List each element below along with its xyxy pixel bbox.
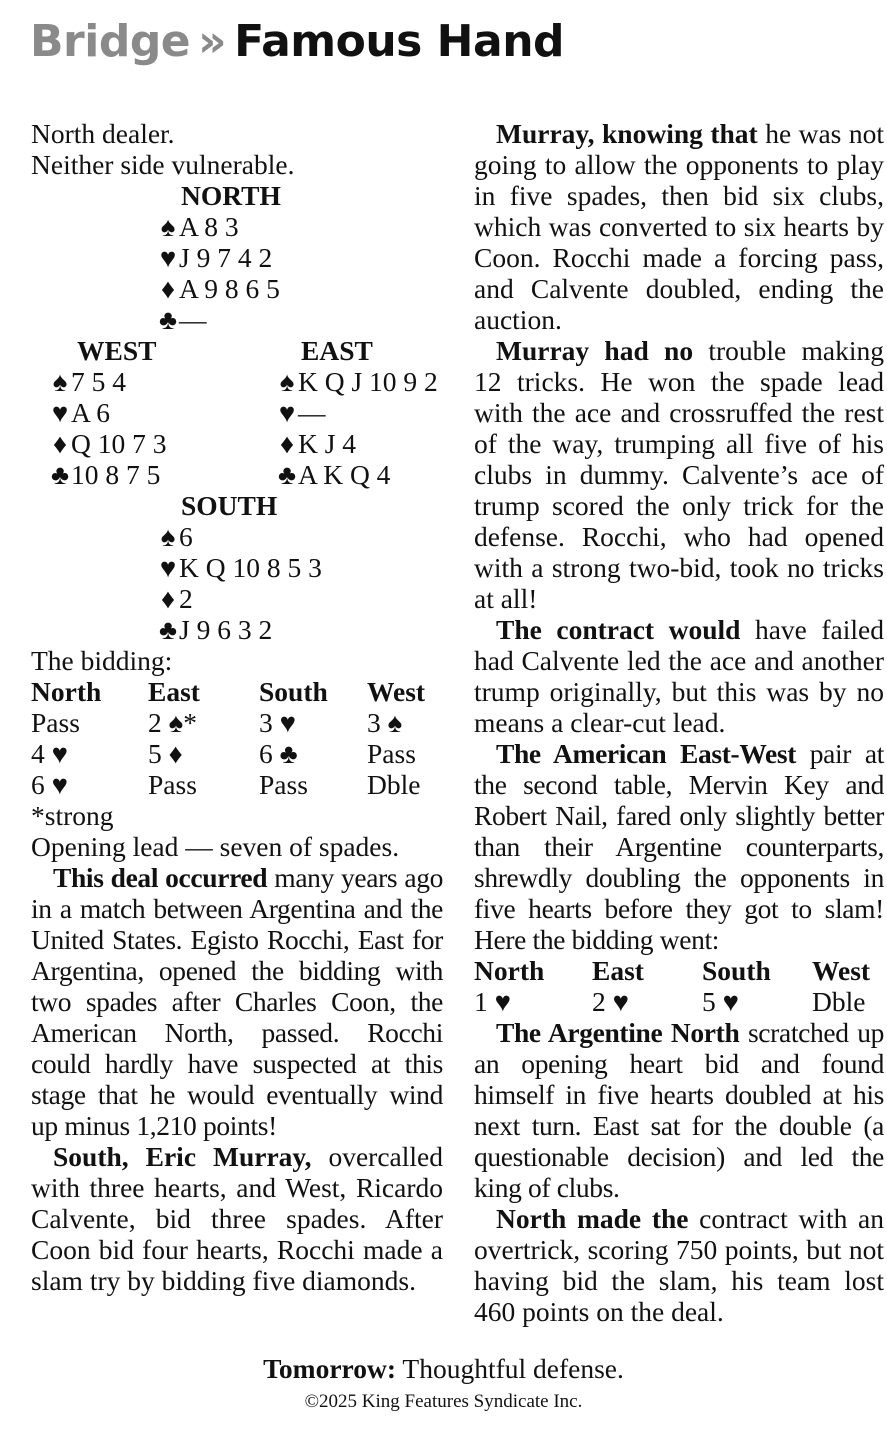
bid-cell: Dble: [812, 986, 866, 1017]
paragraph-lead: North made the: [496, 1203, 689, 1234]
north-spades: [31, 211, 443, 242]
club-icon: ♣: [50, 459, 70, 490]
north-clubs-cards: —: [179, 304, 207, 335]
west-east-spades: [31, 366, 443, 397]
east-label: EAST: [301, 335, 373, 366]
south-diamonds-cards: 2: [179, 583, 193, 614]
south-diamonds: [31, 583, 443, 614]
south-hearts: [31, 552, 443, 583]
bid-cell: 2 ♥: [592, 986, 629, 1017]
bidding-header-north: North: [31, 676, 102, 707]
paragraph-text: trouble making 12 tricks. He won the spade lead with the ace and crossruffed the rest of the way, trumping all five of his clubs in dummy. Calvente’s ace of trump scored the only trick for the defense. Rocchi, who had opened with a strong two-bid, took no tricks at all!: [474, 335, 884, 614]
diamond-icon: ♦: [160, 273, 176, 304]
north-label: NORTH: [181, 180, 281, 211]
spade-icon: ♠: [279, 366, 295, 397]
bid-cell: 5 ♦: [148, 738, 183, 769]
opening-lead: Opening lead — seven of spades.: [31, 831, 400, 862]
bid-cell: Dble: [367, 769, 421, 800]
diamond-icon: ♦: [52, 428, 68, 459]
north-diamonds-cards: A 9 8 6 5: [179, 273, 280, 304]
west-clubs-cards: 10 8 7 5: [71, 459, 161, 490]
bidding-header-row: [31, 676, 425, 707]
bidding-row: [31, 738, 425, 769]
north-diamonds: [31, 273, 443, 304]
bidding-footnote: *strong: [31, 800, 114, 831]
spade-icon: ♠: [160, 521, 176, 552]
south-clubs-cards: J 9 6 3 2: [179, 614, 273, 645]
footer: [0, 1352, 887, 1416]
right-column: [474, 118, 884, 1327]
paragraph-lead: South, Eric Murray,: [53, 1141, 312, 1172]
bidding-header-north: North: [474, 955, 545, 986]
bidding-header-south: South: [702, 955, 771, 986]
heart-icon: ♥: [159, 242, 177, 273]
north-clubs: [31, 304, 443, 335]
copyright: ©2025 King Features Syndicate Inc.: [304, 1391, 583, 1412]
east-hearts-cards: —: [298, 397, 326, 428]
club-icon: ♣: [158, 614, 178, 645]
bid-cell: Pass: [31, 707, 80, 738]
bid-cell: 3 ♥: [259, 707, 296, 738]
east-hearts: [276, 397, 326, 428]
bidding-table-second: [474, 955, 870, 1017]
east-clubs-cards: A K Q 4: [298, 459, 391, 490]
spade-icon: ♠: [52, 366, 68, 397]
north-spades-cards: A 8 3: [179, 211, 239, 242]
header-title: Famous Hand: [234, 16, 565, 67]
bidding-header-west: West: [367, 676, 426, 707]
bid-cell: 6 ♥: [31, 769, 68, 800]
bid-cell: 1 ♥: [474, 986, 511, 1017]
bidding-label: The bidding:: [31, 645, 173, 676]
story-paragraph: [474, 738, 884, 955]
bid-cell: 4 ♥: [31, 738, 68, 769]
bidding-header-east: East: [148, 676, 200, 707]
west-east-hearts: [31, 397, 443, 428]
story-paragraph: [474, 335, 884, 614]
paragraph-text: contract with an overtrick, scoring 750 points, but not having bid the slam, his team lost 460 points on the deal.: [474, 1203, 884, 1327]
west-diamonds: [49, 428, 167, 459]
bidding-header-east: East: [592, 955, 644, 986]
west-clubs: [49, 459, 160, 490]
east-spades: [276, 366, 438, 397]
north-hearts: [31, 242, 443, 273]
east-spades-cards: K Q J 10 9 2: [298, 366, 438, 397]
west-spades-cards: 7 5 4: [71, 366, 126, 397]
bidding-row: [31, 707, 425, 738]
west-hearts-cards: A 6: [71, 397, 110, 428]
bidding-header-west: West: [812, 955, 871, 986]
south-clubs: [31, 614, 443, 645]
west-diamonds-cards: Q 10 7 3: [71, 428, 167, 459]
west-spades: [49, 366, 126, 397]
bid-cell: Pass: [259, 769, 308, 800]
bidding-row: [31, 769, 425, 800]
west-east-diamonds: [31, 428, 443, 459]
west-east-clubs: [31, 459, 443, 490]
story-paragraph: [474, 1203, 884, 1327]
paragraph-lead: The Argentine North: [496, 1017, 740, 1048]
paragraph-lead: This deal occurred: [53, 862, 268, 893]
bid-cell: 2 ♠*: [148, 707, 197, 738]
story-paragraph: [31, 862, 443, 1141]
east-clubs: [276, 459, 390, 490]
bidding-table: [31, 676, 425, 800]
paragraph-lead: Murray, knowing that: [496, 118, 758, 149]
diamond-icon: ♦: [160, 583, 176, 614]
paragraph-text: he was not going to allow the opponents to play in five spades, then bid six clubs, which was converted to six hearts by Coon. Rocchi made a forcing pass, and Calvente doubled, ending the auction.: [474, 118, 884, 335]
south-hearts-cards: K Q 10 8 5 3: [179, 552, 322, 583]
club-icon: ♣: [277, 459, 297, 490]
vulnerability-line: Neither side vulnerable.: [31, 149, 295, 180]
paragraph-text: have failed had Calvente led the ace and another trump originally, but this was by no means a clear-cut lead.: [474, 614, 884, 738]
paragraph-text: scratched up an opening heart bid and found himself in five hearts doubled at his next turn. East sat for the double (a questionable decision) and led the king of clubs.: [474, 1017, 884, 1203]
bid-cell: 6 ♣: [259, 738, 298, 769]
paragraph-text: overcalled with three hearts, and West, Ricardo Calvente, bid three spades. After Coon bid four hearts, Rocchi made a slam try by bidding five diamonds.: [31, 1141, 443, 1296]
bid-cell: Pass: [367, 738, 416, 769]
bidding-row: [474, 986, 870, 1017]
heart-icon: ♥: [51, 397, 69, 428]
west-label: WEST: [77, 335, 157, 366]
heart-icon: ♥: [278, 397, 296, 428]
west-east-labels: [31, 335, 443, 366]
tomorrow-label: Tomorrow:: [263, 1353, 397, 1384]
south-spades: [31, 521, 443, 552]
column-header: [30, 16, 564, 76]
dealer-line: North dealer.: [31, 118, 175, 149]
bid-cell: 3 ♠: [367, 707, 403, 738]
heart-icon: ♥: [159, 552, 177, 583]
spade-icon: ♠: [160, 211, 176, 242]
bid-cell: 5 ♥: [702, 986, 739, 1017]
north-hearts-cards: J 9 7 4 2: [179, 242, 273, 273]
bidding-header-south: South: [259, 676, 328, 707]
left-column: [31, 118, 443, 1296]
club-icon: ♣: [158, 304, 178, 335]
story-paragraph: [31, 1141, 443, 1296]
east-diamonds-cards: K J 4: [298, 428, 357, 459]
paragraph-lead: The contract would: [496, 614, 741, 645]
bidding-header-row: [474, 955, 870, 986]
story-paragraph: [474, 118, 884, 335]
tomorrow-text: Thoughtful defense.: [396, 1353, 624, 1384]
paragraph-text: many years ago in a match between Argentina and the United States. Egisto Rocchi, East for Argentina, opened the bidding with two spades after Charles Coon, the American North, passed. Rocchi could hardly have suspected at this stage that he would eventually wind up minus 1,210 points!: [31, 862, 443, 1141]
header-kicker: Bridge: [30, 16, 191, 67]
deal-diagram: [31, 180, 443, 645]
paragraph-lead: Murray had no: [496, 335, 694, 366]
east-diamonds: [276, 428, 356, 459]
bid-cell: Pass: [148, 769, 197, 800]
south-spades-cards: 6: [179, 521, 193, 552]
story-paragraph: [474, 1017, 884, 1203]
header-separator: »: [198, 16, 227, 67]
diamond-icon: ♦: [279, 428, 295, 459]
paragraph-text: pair at the second table, Mervin Key and Robert Nail, fared only slightly better than their Argentine counterparts, shrewdly doubling the opponents in five hearts before they got to slam! Here the bidding went:: [474, 738, 884, 955]
south-label: SOUTH: [181, 490, 278, 521]
west-hearts: [49, 397, 110, 428]
story-paragraph: [474, 614, 884, 738]
tomorrow-teaser: [0, 1352, 887, 1386]
paragraph-lead: The American East-West: [496, 738, 797, 769]
